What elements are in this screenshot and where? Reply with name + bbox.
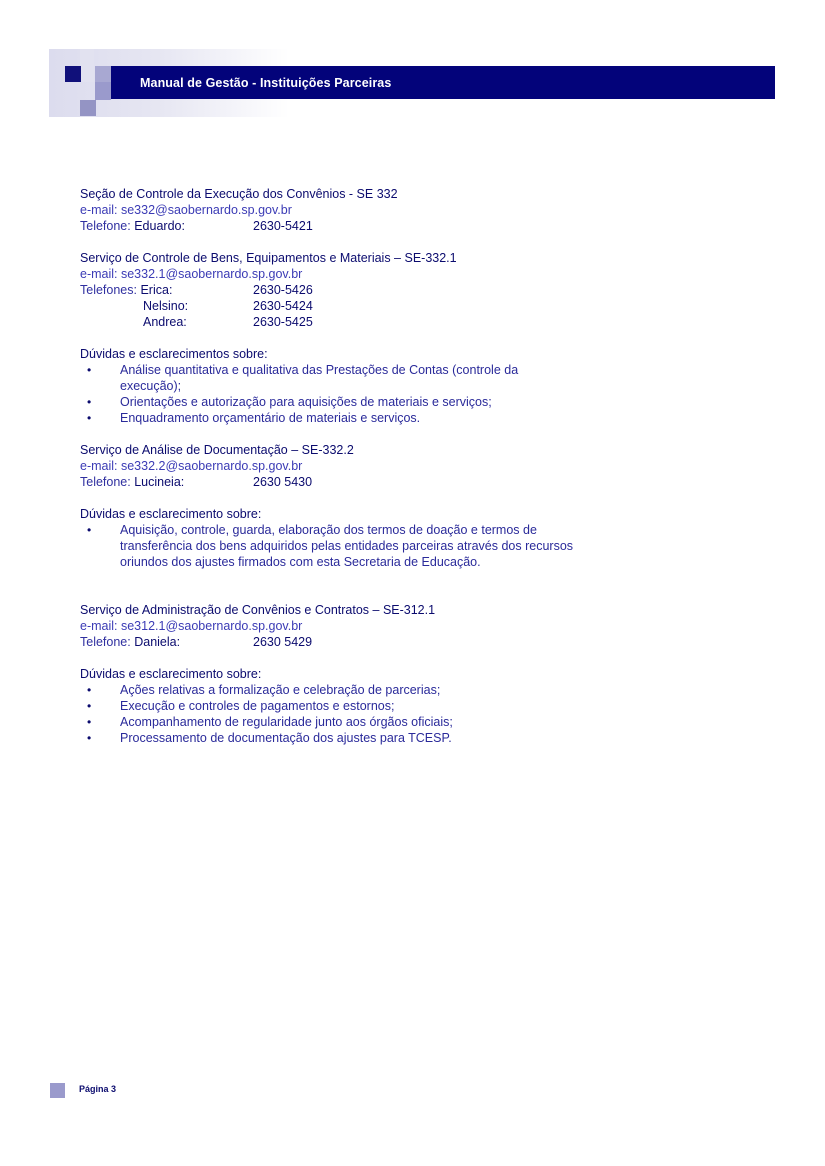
header-decor-square: [80, 100, 96, 116]
bullet-icon: •: [87, 395, 92, 409]
header-banner: [111, 66, 775, 99]
email-label: e-mail:: [80, 619, 121, 633]
bullet-icon: •: [87, 523, 92, 537]
faq-se312-1: [80, 666, 580, 746]
contact-name: Andrea:: [143, 315, 187, 329]
header-decor-square: [95, 66, 111, 82]
faq-title: Dúvidas e esclarecimento sobre:: [80, 667, 262, 681]
email-link[interactable]: se332@saobernardo.sp.gov.br: [120, 203, 292, 217]
phone-label: Telefone:: [80, 475, 135, 489]
header-decor-square: [95, 82, 111, 100]
faq-title: Dúvidas e esclarecimentos sobre:: [80, 347, 268, 361]
contact-row: [80, 634, 580, 650]
faq-title: Dúvidas e esclarecimento sobre:: [80, 507, 262, 521]
faq-item: • Processamento de documentação dos ajustes para TCESP.: [87, 731, 452, 745]
contact-phone: 2630-5425: [253, 315, 313, 329]
section-se332: [80, 186, 580, 234]
phone-label: Telefones:: [80, 283, 141, 297]
contact-phone: 2630-5424: [253, 299, 313, 313]
email-label: e-mail:: [80, 459, 121, 473]
contact-name: Daniela:: [134, 635, 181, 649]
section-heading: Seção de Controle da Execução dos Convênios - SE 332: [80, 187, 398, 201]
email-line: [80, 458, 580, 474]
email-line: [80, 266, 580, 282]
section-heading: Serviço de Administração de Convênios e Contratos – SE-312.1: [80, 603, 436, 617]
section-se332-1: [80, 250, 580, 330]
section-heading: Serviço de Análise de Documentação – SE-332.2: [80, 443, 354, 457]
section-heading: Serviço de Controle de Bens, Equipamentos e Materiais – SE-332.1: [80, 251, 457, 265]
contact-row: [80, 298, 580, 314]
bullet-icon: •: [87, 731, 92, 745]
contact-phone: 2630 5430: [253, 475, 313, 489]
email-link[interactable]: se332.1@saobernardo.sp.gov.br: [120, 267, 303, 281]
contact-phone: 2630-5426: [253, 283, 313, 297]
footer-decor-square: [50, 1083, 65, 1098]
faq-item: • Aquisição, controle, guarda, elaboração dos termos de doação e termos de transferência dos bens adquiridos pelas entidades parceiras através dos recursos oriundos dos ajustes firmados com esta Secretaria de Educação.: [87, 523, 574, 569]
faq-item: • Acompanhamento de regularidade junto aos órgãos oficiais;: [87, 715, 453, 729]
phone-label: Telefone:: [80, 635, 135, 649]
faq-list: [80, 682, 580, 746]
contact-name: Eduardo:: [134, 219, 185, 233]
phone-label: Telefone:: [80, 219, 135, 233]
contact-name: Lucineia:: [134, 475, 185, 489]
email-label: e-mail:: [80, 203, 121, 217]
contact-name: Nelsino:: [143, 299, 189, 313]
spacer: [80, 586, 580, 602]
contact-row: [80, 314, 580, 330]
email-line: [80, 618, 580, 634]
header-decor-square-dark: [65, 66, 81, 82]
bullet-icon: •: [87, 411, 92, 425]
document-title: Manual de Gestão - Instituições Parceiras: [140, 75, 392, 90]
contact-row: [80, 218, 580, 234]
bullet-icon: •: [87, 683, 92, 697]
faq-item: • Análise quantitativa e qualitativa das Prestações de Contas (controle da execução);: [87, 363, 519, 393]
faq-item: • Ações relativas a formalização e celebração de parcerias;: [87, 683, 441, 697]
contact-phone: 2630 5429: [253, 635, 313, 649]
contact-row: [80, 474, 580, 490]
faq-item: • Execução e controles de pagamentos e estornos;: [87, 699, 395, 713]
header-decor-square: [80, 49, 94, 82]
faq-list: [80, 522, 580, 570]
email-link[interactable]: se332.2@saobernardo.sp.gov.br: [120, 459, 303, 473]
email-label: e-mail:: [80, 267, 121, 281]
faq-list: [80, 362, 580, 426]
bullet-icon: •: [87, 715, 92, 729]
section-se332-2: [80, 442, 580, 490]
bullet-icon: •: [87, 699, 92, 713]
contact-row: [80, 282, 580, 298]
faq-item: • Enquadramento orçamentário de materiais e serviços.: [87, 411, 421, 425]
contact-name: Erica:: [140, 283, 173, 297]
email-link[interactable]: se312.1@saobernardo.sp.gov.br: [120, 619, 303, 633]
page-content: [80, 186, 580, 762]
faq-se332-1: [80, 346, 580, 426]
email-line: [80, 202, 580, 218]
bullet-icon: •: [87, 363, 92, 377]
page-number: Página 3: [79, 1084, 117, 1094]
section-se312-1: [80, 602, 580, 650]
contact-phone: 2630-5421: [253, 219, 313, 233]
faq-item: • Orientações e autorização para aquisições de materiais e serviços;: [87, 395, 492, 409]
faq-se332-2: [80, 506, 580, 570]
